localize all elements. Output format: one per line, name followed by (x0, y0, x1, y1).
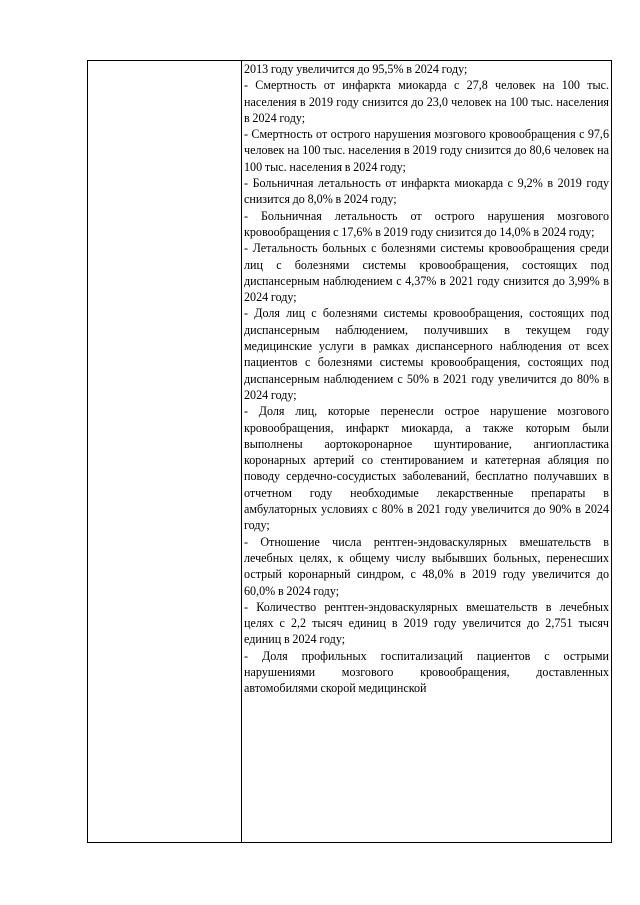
indicator-cvd-lethality: - Летальность больных с болезнями системы кровообращения среди лиц с болезнями системы кровообращения, состоящих под диспансерным наблюдением с 4,37% в 2021 году снизится до 3,99% в 2024 году; (244, 241, 609, 305)
indicator-mi-hospital-lethality: - Больничная летальность от инфаркта миокарда с 9,2% в 2019 году снизится до 8,0% в 2024 году; (244, 176, 609, 207)
indicator-endovascular-ratio: - Отношение числа рентген-эндоваскулярных вмешательств в лечебных целях, к общему числу выбывших больных, перенесших острый коронарный синдром, с 48,0% в 2019 году увеличится до 60,0% в 2024 году; (244, 534, 609, 598)
indicator-stroke-mortality: - Смертность от острого нарушения мозгового кровообращения с 97,6 человек на 100 тыс. населения в 2019 году снизится до 80,6 человек на 100 тыс. населения в 2024 году; (244, 127, 609, 174)
table-left-cell (88, 61, 242, 843)
indicator-stroke-hospital-lethality: - Больничная летальность от острого нарушения мозгового кровообращения с 17,6% в 2019 году снизится до 14,0% в 2024 году; (244, 208, 609, 239)
document-table (87, 60, 612, 843)
cell-text-block (242, 61, 611, 697)
continuation-text: 2013 году увеличится до 95,5% в 2024 году; (244, 62, 468, 76)
indicator-mi-mortality: - Смертность от инфаркта миокарда с 27,8 человек на 100 тыс. населения в 2019 году снизится до 23,0 человек на 100 тыс. населения в 2024 году; (244, 78, 609, 125)
indicator-free-medication-share: - Доля лиц, которые перенесли острое нарушение мозгового кровообращения, инфаркт миокарда, а также которым были выполнены аортокоронарное шунтирование, ангиопластика коронарных артерий со стентированием и катетерная абляция по поводу сердечно-сосудистых заболеваний, бесплатно получавших в отчетном году необходимые лекарственные препараты в амбулаторных условиях с 80% в 2021 году увеличится до 90% в 2024 году; (244, 404, 609, 533)
table-right-cell (242, 61, 612, 843)
indicator-stroke-hospitalization-share: - Доля профильных госпитализаций пациентов с острыми нарушениями мозгового кровообращения, доставленных автомобилями скорой медицинской (244, 648, 609, 696)
indicator-dispensary-share: - Доля лиц с болезнями системы кровообращения, состоящих под диспансерным наблюдением, получивших в текущем году медицинские услуги в рамках диспансерного наблюдения от всех пациентов с болезнями системы кровообращения, состоящих под диспансерным наблюдением с 50% в 2021 году увеличится до 80% в 2024 году; (244, 306, 609, 402)
indicator-endovascular-count: - Количество рентген-эндоваскулярных вмешательств в лечебных целях с 2,2 тысяч единиц в 2019 году увеличится до 2,751 тысяч единиц в 2024 году; (244, 599, 609, 647)
table-row (88, 61, 612, 843)
